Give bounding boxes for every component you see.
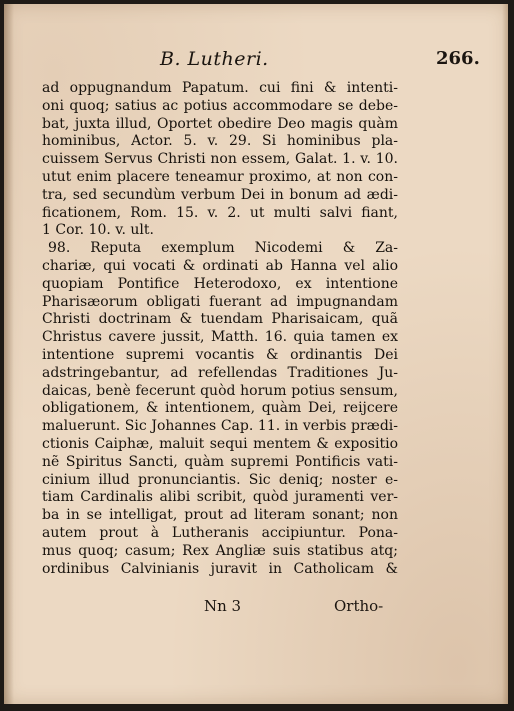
text-line: autem prout à Lutheranis accipiuntur. Pona- [42,524,398,541]
text-line: ba in se intelligat, prout ad literam sonant; non [42,507,398,524]
text-line: quopiam Pontifice Heterodoxo, ex intentione [42,275,398,292]
body-text [42,80,398,578]
text-line: tiam Cardinalis alibi scribit, quòd juramenti ver- [42,489,398,506]
text-line: Christus cavere jussit, Matth. 16. quia tamen ex [42,329,398,346]
text-line: cuissem Servus Christi non essem, Galat. 1. v. 10. [42,151,398,168]
text-line: 1 Cor. 10. v. ult. [42,222,154,239]
text-line: intentione supremi vocantis & ordinantis Dei [42,346,398,363]
text-line: oni quoq; satius ac potius accommodare se debe- [42,97,398,114]
text-line: chariæ, qui vocati & ordinati ab Hanna vel alio [42,257,398,274]
running-head-title: B. Lutheri. [160,48,269,70]
text-line: ficationem, Rom. 15. v. 2. ut multi salvi fiant, [42,204,398,221]
text-line: Christi doctrinam & tuendam Pharisaicam, quã [42,311,398,328]
paragraph-98-start: 98. Reputa exemplum Nicodemi & Za- [48,240,398,257]
text-line: mus quoq; casum; Rex Angliæ suis statibus atq; [42,542,398,559]
text-line: obligationem, & intentionem, quàm Dei, reijcere [42,400,398,417]
page-footer [4,597,508,619]
page-number: 266. [436,48,480,69]
book-page [4,4,508,704]
text-line: adstringebantur, ad refellendas Traditiones Ju- [42,364,398,381]
text-line: daicas, benè fecerunt quòd horum potius sensum, [42,382,398,399]
text-line: tra, sed secundùm verbum Dei in bonum ad ædi- [42,186,398,203]
text-line: ordinibus Calvinianis juravit in Catholicam & [42,560,398,577]
text-line: cinium illud pronunciantis. Sic deniq; noster e- [42,471,398,488]
catchword: Ortho- [334,597,384,615]
running-head [4,48,508,72]
text-line: nẽ Spiritus Sancti, quàm supremi Pontificis vati- [42,453,398,470]
text-line: Pharisæorum obligati fuerant ad impugnandam [42,293,398,310]
text-line: bat, juxta illud, Oportet obedire Deo magis quàm [42,115,398,132]
text-line: utut enim placere teneamur proximo, at non con- [42,168,398,185]
text-line: ctionis Caiphæ, maluit sequi mentem & expositio [42,435,398,452]
text-line: hominibus, Actor. 5. v. 29. Si hominibus pla- [42,133,398,150]
text-line: ad oppugnandum Papatum. cui fini & intenti- [42,80,398,96]
signature-mark: Nn 3 [204,597,242,615]
text-line: maluerunt. Sic Johannes Cap. 11. in verbis prædi- [42,418,398,435]
